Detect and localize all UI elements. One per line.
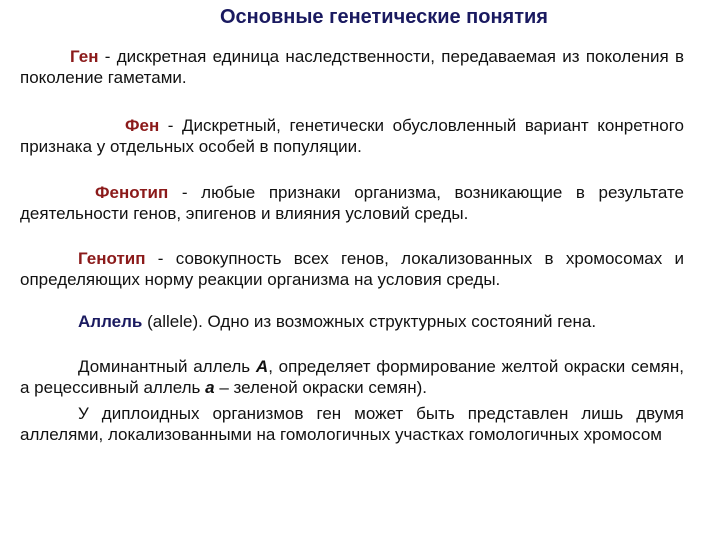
slide-title: Основные генетические понятия bbox=[220, 6, 548, 28]
term-fen: Фен bbox=[125, 116, 160, 135]
dominant-text-3: – зеленой окраски семян). bbox=[214, 378, 428, 397]
dominant-allele-example bbox=[20, 356, 684, 398]
definition-fenotip-text: - любые признаки организма, возникающие в результате деятельности генов, эпигенов и влияния условий среды. bbox=[20, 183, 684, 223]
dominant-text-2: , определяет формирование желтой окраски семян, а рецессивный аллель bbox=[20, 357, 684, 397]
definition-genotip bbox=[20, 248, 684, 290]
definition-gen-text: - дискретная единица наследственности, передаваемая из поколения в поколение гаметами. bbox=[20, 47, 684, 87]
definition-fen bbox=[20, 115, 684, 157]
definition-allel bbox=[20, 311, 684, 332]
term-fenotip: Фенотип bbox=[95, 183, 169, 202]
symbol-recessive-allele: а bbox=[205, 378, 215, 397]
definition-fenotip bbox=[20, 182, 684, 224]
symbol-dominant-allele: А bbox=[255, 357, 269, 376]
definition-genotip-text: - совокупность всех генов, локализованных в хромосомах и определяющих норму реакции организма на условия среды. bbox=[20, 249, 684, 289]
diploid-note: У диплоидных организмов ген может быть представлен лишь двумя аллелями, локализованными на гомологичных участках гомологичных хромосом bbox=[20, 404, 684, 444]
dominant-text-1: Доминантный аллель bbox=[78, 357, 256, 376]
term-gen: Ген bbox=[70, 47, 99, 66]
definition-gen bbox=[20, 46, 684, 88]
term-allel: Аллель bbox=[78, 312, 143, 331]
definition-allel-text: (allele). Одно из возможных структурных состояний гена. bbox=[142, 312, 597, 331]
term-genotip: Генотип bbox=[78, 249, 146, 268]
definition-fen-text: - Дискретный, генетически обусловленный вариант конретного признака у отдельных особей в популяции. bbox=[20, 116, 684, 156]
